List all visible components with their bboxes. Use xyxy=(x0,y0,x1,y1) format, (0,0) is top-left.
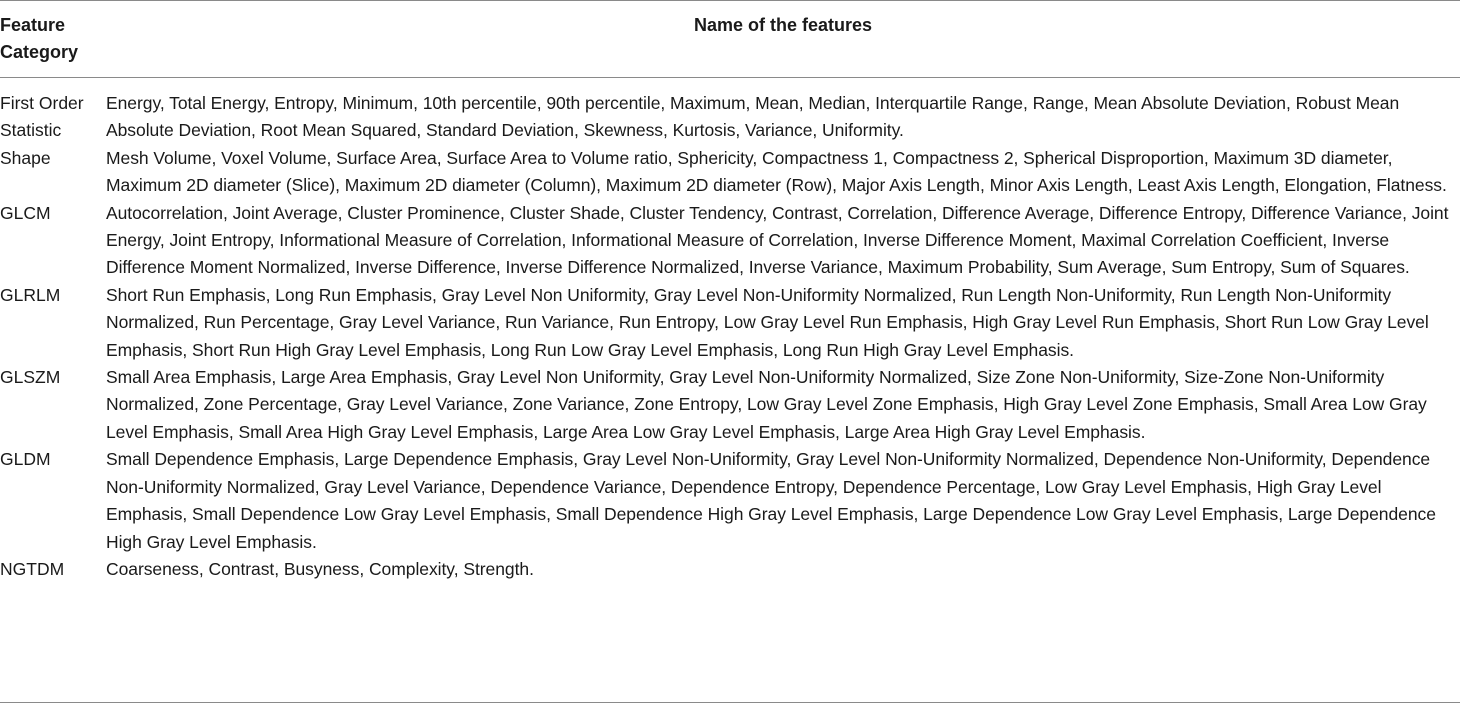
table-row xyxy=(0,446,1460,556)
table-row xyxy=(0,200,1460,282)
feature-category-cell: NGTDM xyxy=(0,558,65,579)
table-body xyxy=(0,90,1460,583)
feature-names-cell: Autocorrelation, Joint Average, Cluster Prominence, Cluster Shade, Cluster Tendency, Contrast, Correlation, Difference Average, Difference Entropy, Difference Variance, Joint Energy, Joint Entropy, Informational Measure of Correlation, Informational Measure of Correlation, Inverse Difference Moment, Maximal Correlation Coefficient, Inverse Difference Moment Normalized, Inverse Difference, Inverse Difference Normalized, Inverse Variance, Maximum Probability, Sum Average, Sum Entropy, Sum of Squares. xyxy=(106,202,1449,278)
table-row xyxy=(0,556,1460,583)
feature-names-cell: Short Run Emphasis, Long Run Emphasis, Gray Level Non Uniformity, Gray Level Non-Uniformity Normalized, Run Length Non-Uniformity, Run Length Non-Uniformity Normalized, Run Percentage, Gray Level Variance, Run Variance, Run Entropy, Low Gray Level Run Emphasis, High Gray Level Run Emphasis, Short Run Low Gray Level Emphasis, Short Run High Gray Level Emphasis, Long Run Low Gray Level Emphasis, Long Run High Gray Level Emphasis. xyxy=(106,284,1429,360)
feature-names-cell: Mesh Volume, Voxel Volume, Surface Area, Surface Area to Volume ratio, Sphericity, Compactness 1, Compactness 2, Spherical Disproportion, Maximum 3D diameter, Maximum 2D diameter (Slice), Maximum 2D diameter (Column), Maximum 2D diameter (Row), Major Axis Length, Minor Axis Length, Least Axis Length, Elongation, Flatness. xyxy=(106,147,1447,196)
feature-category-cell: GLCM xyxy=(0,202,51,223)
feature-category-cell: GLRLM xyxy=(0,284,61,305)
table-bottom-rule xyxy=(0,702,1460,703)
feature-category-cell: Shape xyxy=(0,147,51,168)
feature-category-cell: GLSZM xyxy=(0,367,61,388)
table-row xyxy=(0,90,1460,145)
table-row xyxy=(0,145,1460,200)
feature-names-cell: Coarseness, Contrast, Busyness, Complexity, Strength. xyxy=(106,558,534,579)
feature-names-cell: Small Dependence Emphasis, Large Dependence Emphasis, Gray Level Non-Uniformity, Gray Level Non-Uniformity Normalized, Dependence Non-Uniformity, Dependence Non-Uniformity Normalized, Gray Level Variance, Dependence Variance, Dependence Entropy, Dependence Percentage, Low Gray Level Emphasis, High Gray Level Emphasis, Small Dependence Low Gray Level Emphasis, Small Dependence High Gray Level Emphasis, Large Dependence Low Gray Level Emphasis, Large Dependence High Gray Level Emphasis. xyxy=(106,449,1436,552)
table-row xyxy=(0,364,1460,446)
feature-names-cell: Small Area Emphasis, Large Area Emphasis, Gray Level Non Uniformity, Gray Level Non-Uniformity Normalized, Size Zone Non-Uniformity, Size-Zone Non-Uniformity Normalized, Zone Percentage, Gray Level Variance, Zone Variance, Zone Entropy, Low Gray Level Zone Emphasis, High Gray Level Zone Emphasis, Small Area Low Gray Level Emphasis, Small Area High Gray Level Emphasis, Large Area Low Gray Level Emphasis, Large Area High Gray Level Emphasis. xyxy=(106,367,1427,442)
header-rule xyxy=(0,77,1460,78)
feature-category-cell: GLDM xyxy=(0,449,51,470)
header-feature-names: Name of the features xyxy=(693,15,873,35)
feature-category-cell: First Order Statistic xyxy=(0,93,84,141)
header-feature-category: Feature Category xyxy=(0,15,79,62)
feature-names-cell: Energy, Total Energy, Entropy, Minimum, 10th percentile, 90th percentile, Maximum, Mean, Median, Interquartile Range, Range, Mean Absolute Deviation, Robust Mean Absolute Deviation, Root Mean Squared, Standard Deviation, Skewness, Kurtosis, Variance, Uniformity. xyxy=(106,93,1400,141)
table-top-rule xyxy=(0,0,1460,1)
table-row xyxy=(0,282,1460,364)
